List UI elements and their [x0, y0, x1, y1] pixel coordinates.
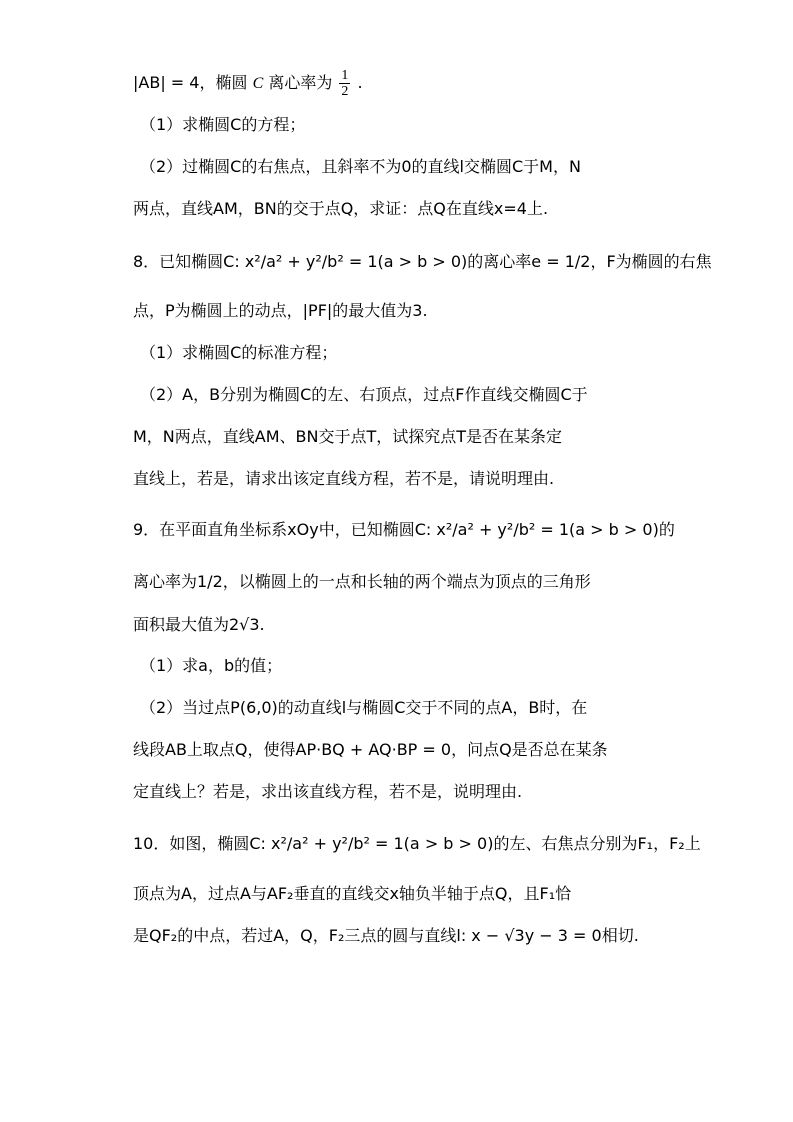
- text-line: 定直线上？若是，求出该直线方程，若不是，说明理由.: [133, 782, 523, 801]
- text-line: 两点，直线AM，BN的交于点Q，求证：点Q在直线x=4上.: [133, 199, 549, 218]
- fraction-numerator: 1: [341, 68, 349, 83]
- text-line: 离心率为1/2，以椭圆上的一点和长轴的两个端点为顶点的三角形: [133, 572, 591, 591]
- text-line: （2）A，B分别为椭圆C的左、右顶点，过点F作直线交椭圆C于: [140, 385, 588, 404]
- text-line: 是QF₂的中点，若过A，Q，F₂三点的圆与直线l: x − √3y − 3 = 0相切.: [133, 926, 639, 945]
- text-fragment: .: [352, 73, 363, 92]
- text-line: 8．已知椭圆C: x²/a² + y²/b² = 1(a > b > 0)的离心率e = 1/2，F为椭圆的右焦: [133, 252, 712, 271]
- text-line: 10．如图，椭圆C: x²/a² + y²/b² = 1(a > b > 0)的左、右焦点分别为F₁，F₂上: [133, 834, 701, 853]
- text-line: 顶点为A，过点A与AF₂垂直的直线交x轴负半轴于点Q，且F₁恰: [133, 884, 572, 903]
- math-abs: |AB| = 4，椭圆: [133, 73, 253, 92]
- text-fragment: 离心率为: [263, 73, 338, 92]
- fraction-denominator: 2: [341, 84, 349, 99]
- text-line: 直线上，若是，请求出该定直线方程，若不是，请说明理由.: [133, 469, 555, 488]
- text-line: 9．在平面直角坐标系xOy中，已知椭圆C: x²/a² + y²/b² = 1(a > b > 0)的: [133, 520, 675, 539]
- text-line: （2）过椭圆C的右焦点，且斜率不为0的直线l交椭圆C于M，N: [140, 157, 581, 176]
- text-line: 面积最大值为2√3.: [133, 615, 265, 634]
- text-line: （1）求椭圆C的标准方程；: [140, 343, 338, 362]
- math-var: C: [252, 75, 264, 92]
- text-line: （1）求椭圆C的方程；: [140, 115, 306, 134]
- text-line: 点，P为椭圆上的动点，|PF|的最大值为3.: [133, 301, 428, 320]
- fraction: [339, 68, 350, 99]
- text-line: （2）当过点P(6,0)的动直线l与椭圆C交于不同的点A，B时，在: [140, 698, 588, 717]
- text-line: M，N两点，直线AM、BN交于点T，试探究点T是否在某条定: [133, 427, 563, 446]
- text-line: （1）求a，b的值；: [140, 656, 283, 675]
- text-line: 线段AB上取点Q，使得AP·BQ + AQ·BP = 0，问点Q是否总在某条: [133, 740, 608, 759]
- text-line: [133, 68, 793, 99]
